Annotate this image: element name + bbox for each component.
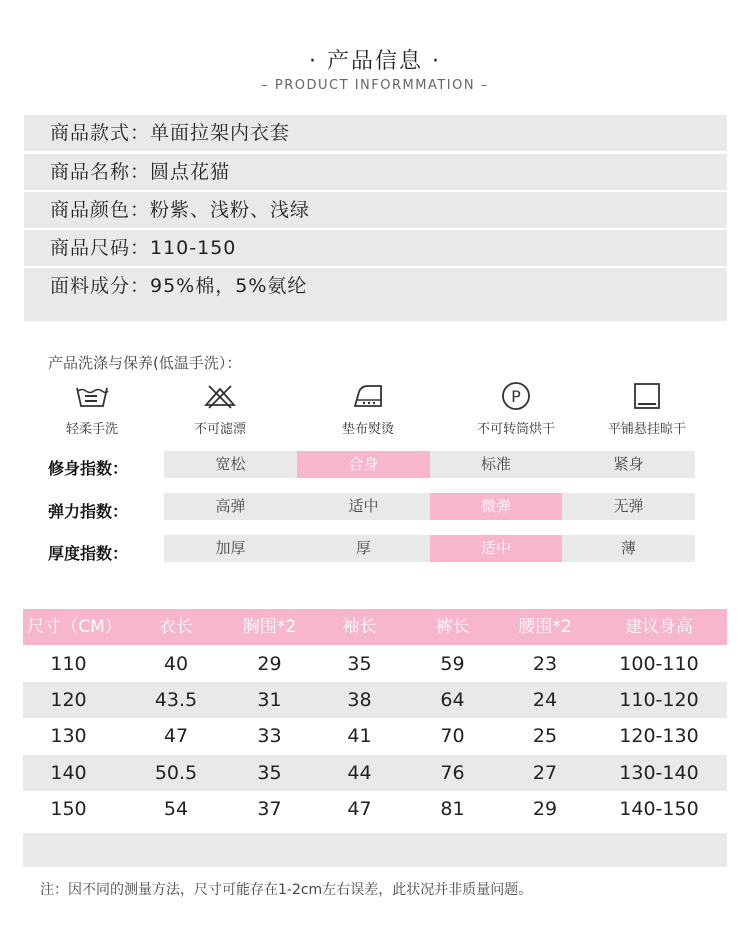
fit-option: 紧身 xyxy=(613,455,644,473)
care-title: 产品洗涤与保养(低温手洗）： xyxy=(48,354,242,372)
col-header-length: 衣长 xyxy=(159,617,193,637)
dry-clean-p-icon xyxy=(499,380,533,412)
table-cell: 33 xyxy=(257,725,282,747)
thickness-option-selected: 适中 xyxy=(430,535,562,562)
thickness-option: 加厚 xyxy=(215,539,246,557)
table-cell: 43.5 xyxy=(154,689,198,711)
elastic-option: 适中 xyxy=(348,497,379,515)
section-title: · 产品信息 · xyxy=(309,49,441,74)
table-row xyxy=(23,646,727,682)
measurement-note: 注：因不同的测量方法，尺寸可能存在1-2cm左右误差，此状况并非质量问题。 xyxy=(40,882,533,898)
table-cell: 38 xyxy=(347,689,372,711)
flat-dry-icon xyxy=(630,380,664,412)
table-cell: 29 xyxy=(257,653,282,675)
no-bleach-icon xyxy=(203,380,237,412)
table-cell: 76 xyxy=(440,762,465,784)
care-item-no-tumble xyxy=(461,380,571,437)
care-label-iron: 垫布熨烫 xyxy=(341,422,394,437)
care-item-hand-wash xyxy=(37,380,147,437)
table-cell: 81 xyxy=(440,798,465,820)
info-size-row xyxy=(24,230,727,266)
table-cell: 150 xyxy=(50,798,87,820)
care-label-flat-dry: 平铺悬挂晾干 xyxy=(607,422,686,437)
table-cell: 35 xyxy=(347,653,372,675)
table-cell: 130 xyxy=(50,725,87,747)
col-header-sleeve: 袖长 xyxy=(342,617,377,637)
thickness-index-label: 厚度指数： xyxy=(48,544,129,563)
elastic-option: 无弹 xyxy=(613,497,644,515)
table-cell: 35 xyxy=(257,762,282,784)
table-cell: 140-150 xyxy=(619,798,699,820)
table-cell: 40 xyxy=(163,653,189,675)
table-row xyxy=(23,682,727,718)
fit-option-selected: 合身 xyxy=(297,451,430,478)
table-cell: 37 xyxy=(257,798,282,820)
table-cell: 70 xyxy=(440,725,465,747)
section-subtitle: – PRODUCT INFORMMATION – xyxy=(261,78,489,93)
svg-text:P: P xyxy=(511,387,521,406)
elastic-option-selected: 微弹 xyxy=(430,493,562,520)
info-style-text: 商品款式：单面拉架内衣套 xyxy=(50,122,291,144)
fit-option: 宽松 xyxy=(215,455,246,473)
table-row xyxy=(23,755,727,791)
thickness-option: 薄 xyxy=(620,539,636,557)
info-style-row xyxy=(24,115,727,151)
table-cell: 41 xyxy=(347,725,372,747)
info-name-row xyxy=(24,154,727,190)
elastic-index-bar xyxy=(164,493,695,520)
info-fabric-row xyxy=(24,268,727,321)
care-item-iron xyxy=(313,380,423,437)
info-color-row xyxy=(24,192,727,228)
care-item-flat-dry xyxy=(592,380,702,437)
info-size-text: 商品尺码：110-150 xyxy=(50,237,237,259)
table-cell: 47 xyxy=(347,798,372,820)
table-cell: 100-110 xyxy=(619,653,699,675)
col-header-height: 建议身高 xyxy=(625,617,693,637)
table-cell: 44 xyxy=(347,762,372,784)
table-cell: 50.5 xyxy=(154,762,198,784)
table-cell: 23 xyxy=(532,653,558,675)
table-cell: 120 xyxy=(50,689,87,711)
info-color-text: 商品颜色：粉紫、浅粉、浅绿 xyxy=(50,199,311,221)
info-name-text: 商品名称：圆点花猫 xyxy=(50,161,231,183)
table-cell: 24 xyxy=(532,689,558,711)
table-cell: 140 xyxy=(50,762,87,784)
fit-index-label: 修身指数： xyxy=(48,459,129,478)
fit-index-bar xyxy=(164,451,695,478)
col-header-waist: 腰围*2 xyxy=(518,617,572,637)
info-fabric-text: 面料成分：95%棉，5%氨纶 xyxy=(50,275,308,297)
table-cell: 29 xyxy=(532,798,558,820)
elastic-index-label: 弹力指数： xyxy=(48,502,129,521)
table-cell: 54 xyxy=(163,798,189,820)
col-header-chest: 胸围*2 xyxy=(242,617,297,637)
table-cell: 59 xyxy=(440,653,465,675)
table-cell: 130-140 xyxy=(619,762,699,784)
thickness-index-bar xyxy=(164,535,695,562)
care-label-no-bleach: 不可滤漂 xyxy=(193,422,246,437)
table-cell: 64 xyxy=(440,689,465,711)
hand-wash-icon xyxy=(75,380,109,412)
care-item-no-bleach xyxy=(165,380,275,437)
table-cell: 31 xyxy=(257,689,282,711)
table-footer-bar xyxy=(23,833,727,867)
care-label-no-tumble: 不可转筒烘干 xyxy=(476,422,555,437)
iron-with-cloth-icon xyxy=(351,380,385,412)
table-cell: 120-130 xyxy=(619,725,699,747)
table-row xyxy=(23,718,727,754)
table-cell: 25 xyxy=(532,725,558,747)
table-row xyxy=(23,791,727,827)
table-cell: 27 xyxy=(532,762,558,784)
table-cell: 47 xyxy=(163,725,189,747)
col-header-size: 尺寸（CM） xyxy=(27,617,122,637)
thickness-option: 厚 xyxy=(355,539,371,557)
table-cell: 110 xyxy=(50,653,87,675)
fit-option: 标准 xyxy=(480,455,511,473)
elastic-option: 高弹 xyxy=(215,497,246,515)
care-label-hand-wash: 轻柔手洗 xyxy=(65,422,118,437)
size-table-header xyxy=(23,609,727,645)
col-header-pants: 裤长 xyxy=(435,617,470,637)
table-cell: 110-120 xyxy=(619,689,699,711)
